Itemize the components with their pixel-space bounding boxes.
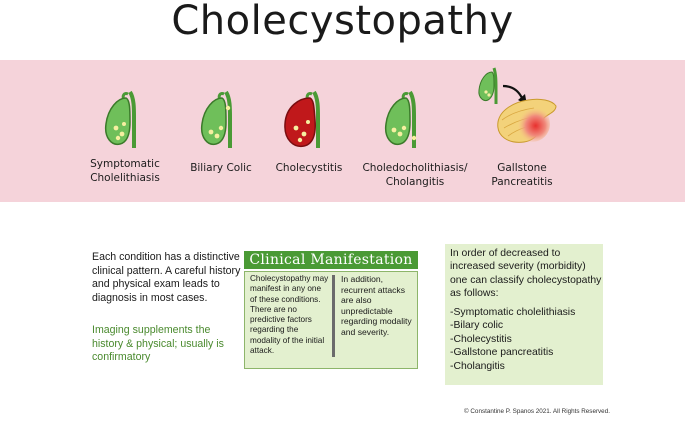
condition-label: [80, 157, 170, 185]
condition-label-line2: Pancreatitis: [491, 176, 553, 188]
list-item: -Cholangitis: [450, 360, 505, 372]
clinical-right-text: In addition, recurrent attacks are also unpredictable regarding modality and severity.: [341, 274, 412, 337]
condition-label: [360, 161, 470, 189]
clinical-left-text: Cholecystopathy may manifest in any one of these conditions. There are no predictive factors regarding the modality of the initial attack.: [250, 274, 329, 356]
condition-label: [264, 161, 354, 175]
classification-box: [445, 244, 603, 385]
clinical-manifestation-title: Clinical Manifestation: [244, 251, 418, 269]
classification-intro: In order of decreased to increased severity (morbidity) one can classify cholecystopathy as follows:: [450, 248, 602, 300]
condition-label-line2: Cholangitis: [385, 176, 445, 188]
copyright-notice: © Constantine P. Spanos 2021. All Rights Reserved.: [464, 408, 610, 415]
condition-label-line1: Cholecystitis: [275, 162, 343, 174]
condition-label-line1: Symptomatic: [90, 158, 160, 170]
condition-label: [477, 161, 567, 189]
list-item: -Symptomatic cholelithiasis: [450, 307, 576, 318]
gallbladder-icon: [196, 88, 248, 150]
pancreas-icon: [494, 94, 558, 146]
condition-label-line1: Biliary Colic: [190, 162, 252, 174]
list-item: -Gallstone pancreatitis: [450, 347, 554, 359]
clinical-divider: [332, 275, 335, 357]
gallbladder-icon: [380, 88, 432, 150]
clinical-manifestation-box: [244, 271, 418, 369]
classification-list: [450, 306, 575, 373]
condition-label: [176, 161, 266, 175]
gallbladder-icon: [100, 88, 152, 150]
page-title: Cholecystopathy: [171, 0, 514, 44]
inflamed-gallbladder-icon: [282, 88, 334, 150]
list-item: -Bilary colic: [450, 320, 504, 332]
intro-text: Each condition has a distinctive clinical pattern. A careful history and physical exam leads to diagnosis in most cases.: [92, 251, 241, 304]
list-item: -Cholecystitis: [450, 333, 512, 345]
condition-label-line2: Cholelithiasis: [90, 172, 160, 184]
imaging-note: Imaging supplements the history & physical; usually is confirmatory: [92, 324, 224, 364]
conditions-band: [0, 60, 685, 202]
condition-label-line1: Choledocholithiasis/: [362, 162, 468, 174]
condition-label-line1: Gallstone: [497, 162, 547, 174]
